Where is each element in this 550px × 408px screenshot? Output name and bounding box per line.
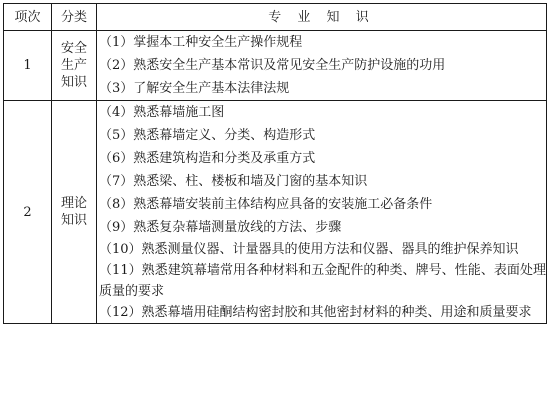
- table-row: [4, 101, 547, 324]
- knowledge-item: （4）熟悉幕墙施工图: [99, 105, 225, 120]
- category-line: 理论: [60, 196, 87, 211]
- row-index: 2: [4, 101, 52, 324]
- category-line: 安全: [60, 41, 87, 56]
- knowledge-item: （8）熟悉幕墙安装前主体结构应具备的安装施工必备条件: [99, 197, 433, 212]
- knowledge-item: （12）熟悉幕墙用硅酮结构密封胶和其他密封材料的种类、用途和质量要求: [99, 305, 532, 320]
- category-line: 知识: [60, 213, 87, 228]
- row-items: [97, 101, 547, 324]
- row-category: [52, 101, 97, 324]
- row-index: 1: [4, 31, 52, 101]
- knowledge-item: （7）熟悉梁、柱、楼板和墙及门窗的基本知识: [99, 174, 368, 189]
- header-category: 分类: [52, 4, 97, 31]
- table-header-row: [4, 4, 547, 31]
- category-line: 知识: [60, 75, 87, 90]
- header-knowledge: 专 业 知 识: [97, 4, 547, 31]
- table-row: [4, 31, 547, 101]
- knowledge-item: （10）熟悉测量仪器、计量器具的使用方法和仪器、器具的维护保养知识: [99, 242, 519, 257]
- row-items: [97, 31, 547, 101]
- knowledge-item: （11）熟悉建筑幕墙常用各种材料和五金配件的种类、牌号、性能、表面处理质量的要求: [99, 263, 546, 299]
- knowledge-item: （6）熟悉建筑构造和分类及承重方式: [99, 151, 316, 166]
- knowledge-item: （3）了解安全生产基本法律法规: [99, 81, 290, 96]
- knowledge-item: （5）熟悉幕墙定义、分类、构造形式: [99, 128, 316, 143]
- knowledge-item: （2）熟悉安全生产基本常识及常见安全生产防护设施的功用: [99, 58, 446, 73]
- knowledge-item: （9）熟悉复杂幕墙测量放线的方法、步骤: [99, 220, 342, 235]
- knowledge-table: [3, 3, 547, 324]
- category-line: 生产: [60, 58, 87, 73]
- header-index: 项次: [4, 4, 52, 31]
- knowledge-item: （1）掌握本工种安全生产操作规程: [99, 35, 303, 50]
- row-category: [52, 31, 97, 101]
